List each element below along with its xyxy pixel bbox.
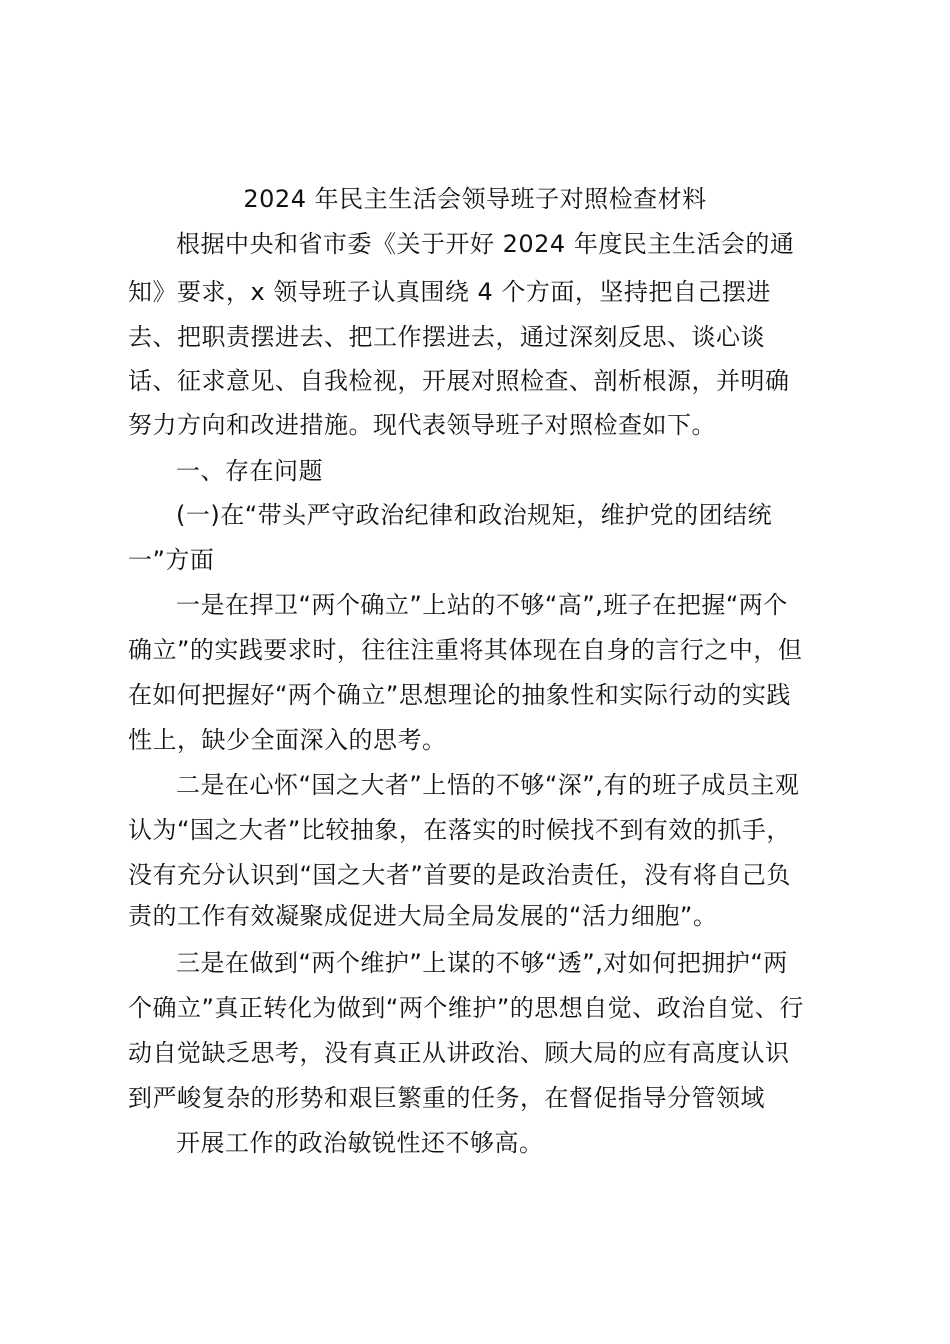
paragraph-line: 知》要求，x 领导班子认真围绕 4 个方面，坚持把自己摆进 — [128, 278, 771, 306]
paragraph-line: 动自觉缺乏思考，没有真正从讲政治、顾大局的应有高度认识 — [128, 1039, 790, 1067]
document-title: 2024 年民主生活会领导班子对照检查材料 — [243, 185, 707, 213]
paragraph-line: 个确立”真正转化为做到“两个维护”的思想自觉、政治自觉、行 — [128, 994, 804, 1022]
paragraph-line: 性上，缺少全面深入的思考。 — [128, 726, 447, 754]
paragraph-line: 根据中央和省市委《关于开好 2024 年度民主生活会的通 — [176, 230, 795, 258]
paragraph-line: 一是在捍卫“两个确立”上站的不够“高”,班子在把握“两个 — [176, 591, 788, 619]
paragraph-line: 在如何把握好“两个确立”思想理论的抽象性和实际行动的实践 — [128, 681, 791, 709]
paragraph-line: 责的工作有效凝聚成促进大局全局发展的“活力细胞”。 — [128, 902, 718, 930]
paragraph-line: 没有充分认识到“国之大者”首要的是政治责任，没有将自己负 — [128, 861, 791, 889]
paragraph-line: 努力方向和改进措施。现代表领导班子对照检查如下。 — [128, 411, 716, 439]
section-heading: 一、存在问题 — [176, 457, 323, 485]
paragraph-line: 去、把职责摆进去、把工作摆进去，通过深刻反思、谈心谈 — [128, 323, 765, 351]
paragraph-line: 开展工作的政治敏锐性还不够高。 — [176, 1129, 544, 1157]
paragraph-line: 二是在心怀“国之大者”上悟的不够“深”,有的班子成员主观 — [176, 771, 800, 799]
paragraph-line: 到严峻复杂的形势和艰巨繁重的任务，在督促指导分管领域 — [128, 1084, 765, 1112]
paragraph-line: 话、征求意见、自我检视，开展对照检查、剖析根源，并明确 — [128, 367, 790, 395]
paragraph-line: 确立”的实践要求时，往往注重将其体现在自身的言行之中，但 — [128, 636, 803, 664]
paragraph-line: 三是在做到“两个维护”上谋的不够“透”,对如何把拥护“两 — [176, 949, 788, 977]
paragraph-line: 认为“国之大者”比较抽象，在落实的时候找不到有效的抓手， — [128, 816, 791, 844]
subsection-heading: 一”方面 — [128, 546, 215, 574]
subsection-heading: (一)在“带头严守政治纪律和政治规矩，维护党的团结统 — [176, 501, 773, 529]
